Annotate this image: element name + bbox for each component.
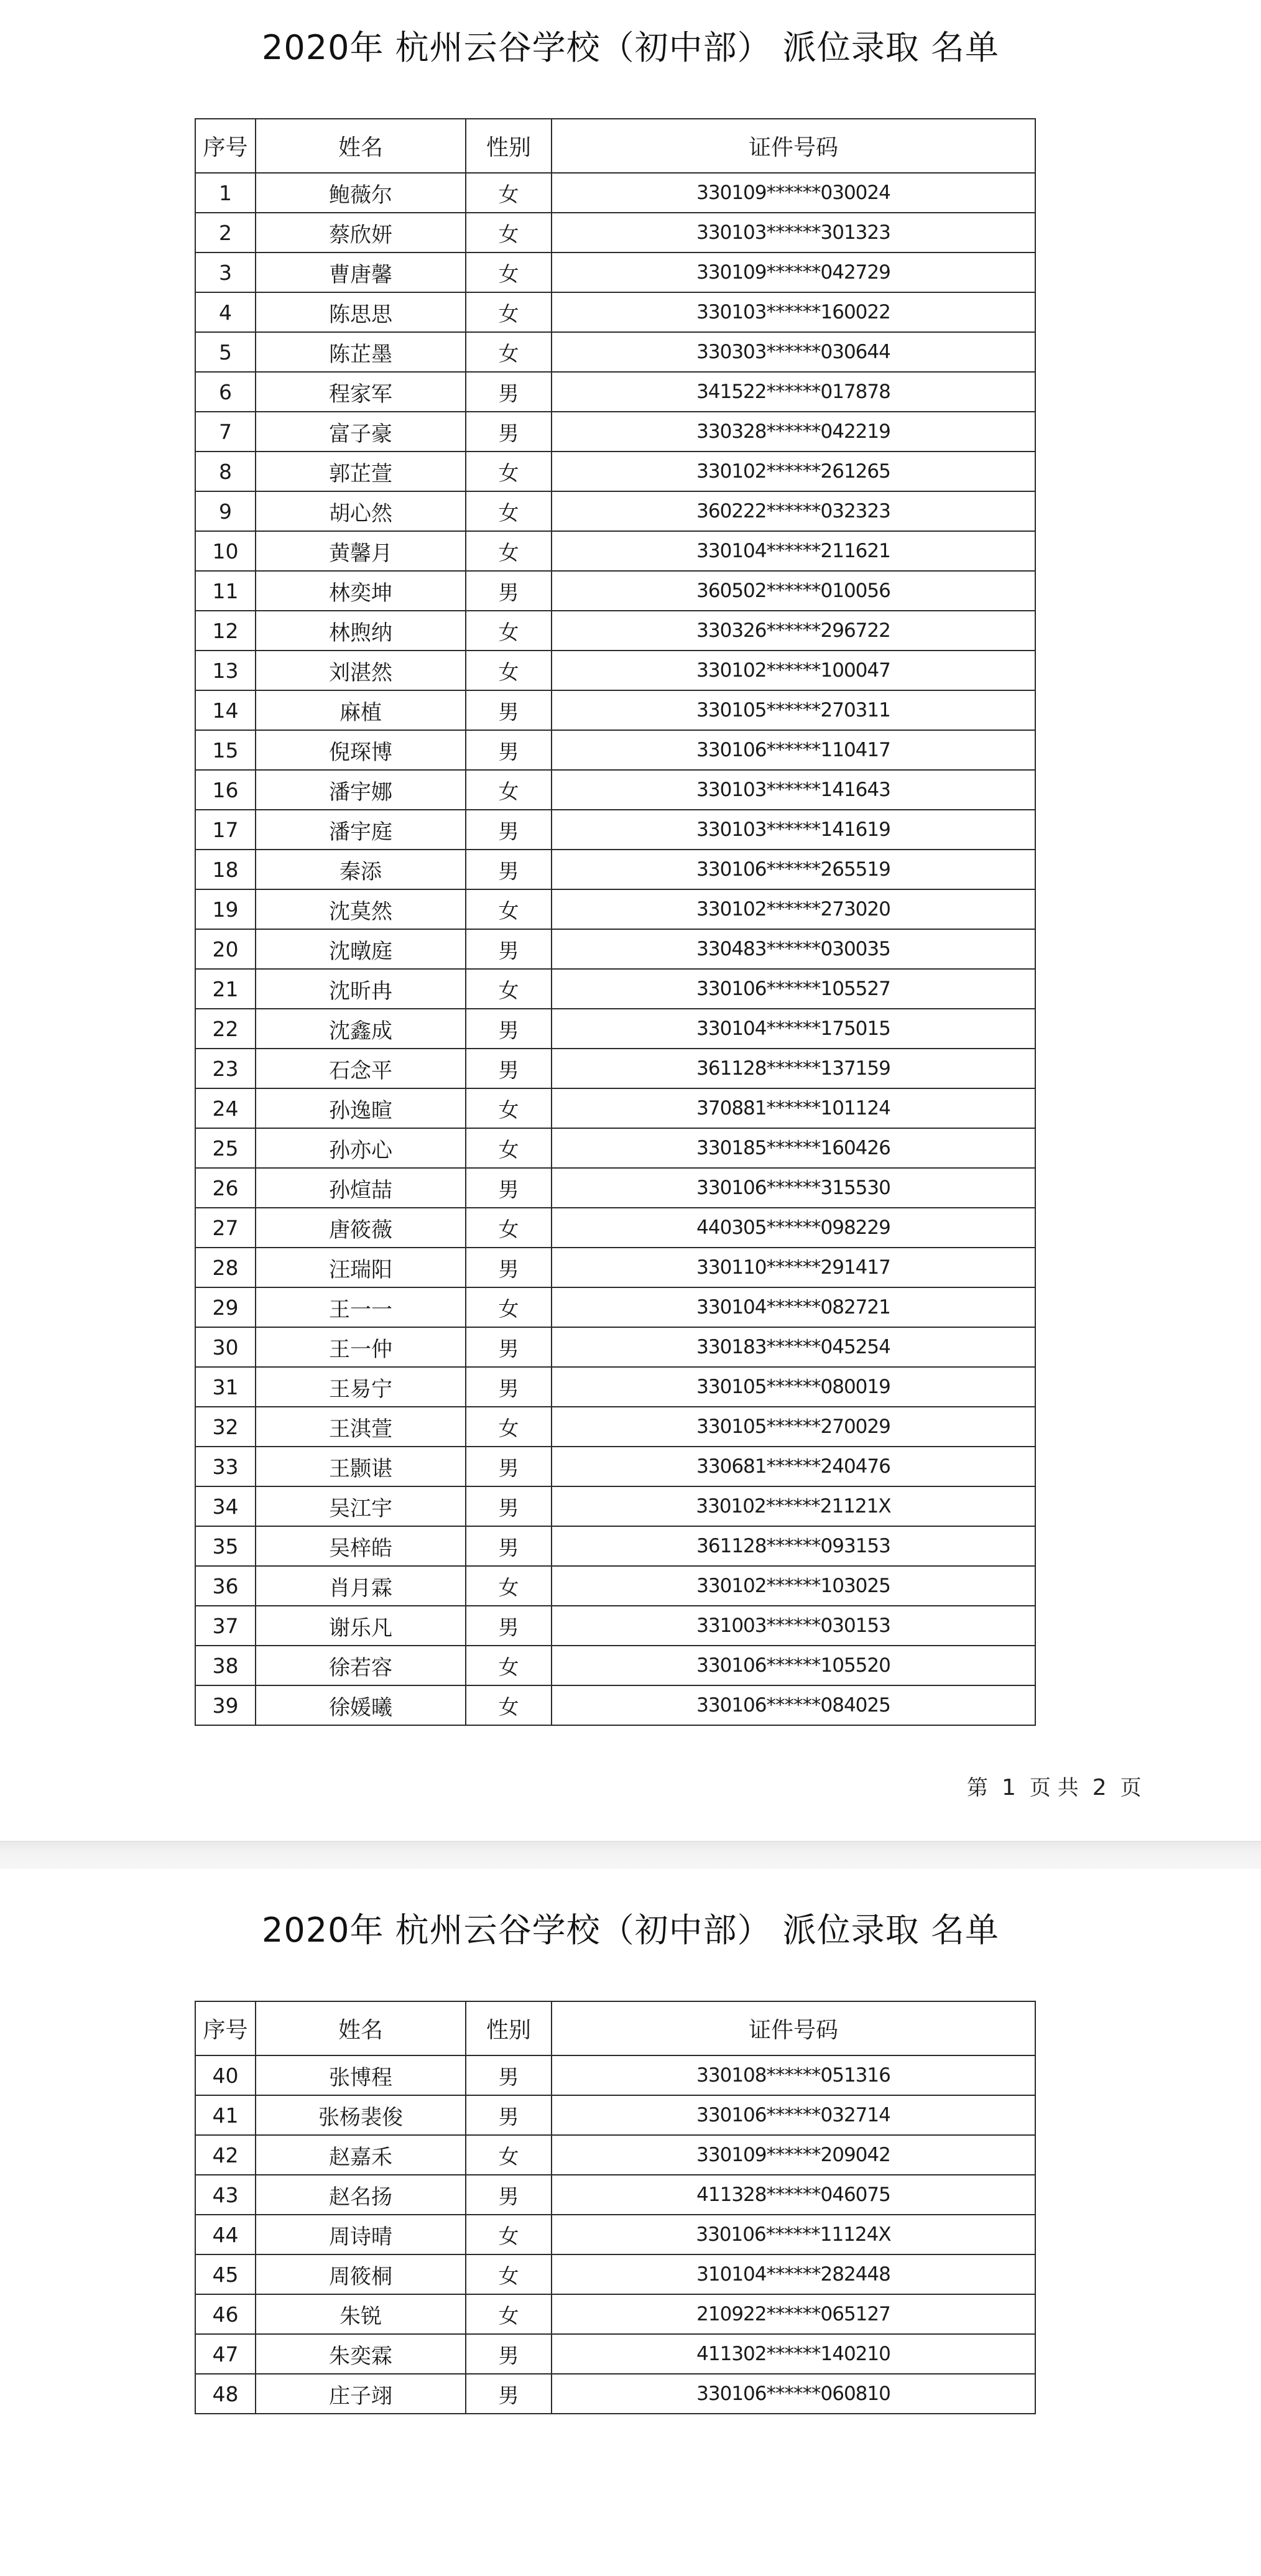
column-header-id: 证件号码	[552, 2001, 1035, 2055]
id-number: 330106******060810	[552, 2374, 1035, 2414]
row-number: 3	[195, 253, 256, 292]
column-header-number: 序号	[195, 2001, 256, 2055]
student-gender: 男	[466, 2175, 552, 2215]
table-row	[195, 929, 1035, 969]
student-gender: 女	[466, 1685, 552, 1725]
student-gender: 男	[466, 929, 552, 969]
student-gender: 男	[466, 1049, 552, 1088]
student-gender: 女	[466, 1407, 552, 1447]
table-row	[195, 1526, 1035, 1566]
table-row	[195, 770, 1035, 810]
table-row	[195, 1447, 1035, 1486]
row-number: 17	[195, 810, 256, 850]
row-number: 6	[195, 372, 256, 412]
student-name: 秦添	[256, 850, 466, 889]
page-separator	[0, 1841, 1261, 1870]
student-gender: 女	[466, 1128, 552, 1168]
student-name: 麻植	[256, 690, 466, 730]
table-row	[195, 372, 1035, 412]
student-gender: 男	[466, 2055, 552, 2095]
student-name: 赵嘉禾	[256, 2135, 466, 2175]
id-number: 330103******141643	[552, 770, 1035, 810]
student-gender: 男	[466, 1248, 552, 1287]
row-number: 15	[195, 730, 256, 770]
id-number: 331003******030153	[552, 1606, 1035, 1646]
student-gender: 女	[466, 1208, 552, 1248]
table-row	[195, 969, 1035, 1009]
column-header-number: 序号	[195, 119, 256, 173]
student-gender: 女	[466, 213, 552, 253]
row-number: 39	[195, 1685, 256, 1725]
student-gender: 男	[466, 1009, 552, 1049]
student-gender: 女	[466, 2254, 552, 2294]
table-row	[195, 1566, 1035, 1606]
student-name: 曹唐馨	[256, 253, 466, 292]
id-number: 330183******045254	[552, 1327, 1035, 1367]
row-number: 21	[195, 969, 256, 1009]
student-gender: 女	[466, 491, 552, 531]
footer-prefix: 第	[967, 1776, 988, 1800]
student-name: 陈芷墨	[256, 332, 466, 372]
row-number: 13	[195, 651, 256, 690]
student-gender: 男	[466, 1606, 552, 1646]
id-number: 330102******21121X	[552, 1486, 1035, 1526]
student-name: 朱锐	[256, 2294, 466, 2334]
student-gender: 男	[466, 2374, 552, 2414]
student-name: 周诗晴	[256, 2215, 466, 2254]
table-header-row	[195, 2001, 1035, 2055]
id-number: 330106******105520	[552, 1646, 1035, 1685]
column-header-name: 姓名	[256, 119, 466, 173]
id-number: 330103******160022	[552, 292, 1035, 332]
table-row	[195, 2254, 1035, 2294]
table-row	[195, 611, 1035, 651]
student-gender: 男	[466, 571, 552, 611]
student-name: 沈暾庭	[256, 929, 466, 969]
row-number: 43	[195, 2175, 256, 2215]
student-name: 陈思思	[256, 292, 466, 332]
student-gender: 女	[466, 651, 552, 690]
table-row	[195, 1685, 1035, 1725]
id-number: 330681******240476	[552, 1447, 1035, 1486]
student-name: 徐媛曦	[256, 1685, 466, 1725]
row-number: 37	[195, 1606, 256, 1646]
table-row	[195, 571, 1035, 611]
id-number: 330106******110417	[552, 730, 1035, 770]
table-row	[195, 412, 1035, 452]
row-number: 2	[195, 213, 256, 253]
row-number: 38	[195, 1646, 256, 1685]
table-row	[195, 730, 1035, 770]
row-number: 27	[195, 1208, 256, 1248]
row-number: 4	[195, 292, 256, 332]
student-name: 富子豪	[256, 412, 466, 452]
id-number: 330105******270029	[552, 1407, 1035, 1447]
row-number: 16	[195, 770, 256, 810]
student-gender: 男	[466, 730, 552, 770]
table-row	[195, 1208, 1035, 1248]
table-row	[195, 1168, 1035, 1208]
id-number: 330326******296722	[552, 611, 1035, 651]
id-number: 310104******282448	[552, 2254, 1035, 2294]
student-gender: 女	[466, 253, 552, 292]
student-name: 刘湛然	[256, 651, 466, 690]
page-footer	[967, 1771, 1142, 1801]
table-row	[195, 2294, 1035, 2334]
id-number: 330106******032714	[552, 2095, 1035, 2135]
table-row	[195, 2095, 1035, 2135]
student-name: 王一仲	[256, 1327, 466, 1367]
id-number: 330106******265519	[552, 850, 1035, 889]
row-number: 41	[195, 2095, 256, 2135]
student-gender: 女	[466, 611, 552, 651]
id-number: 440305******098229	[552, 1208, 1035, 1248]
student-name: 王一一	[256, 1287, 466, 1327]
student-name: 潘宇庭	[256, 810, 466, 850]
student-name: 孙煊喆	[256, 1168, 466, 1208]
id-number: 341522******017878	[552, 372, 1035, 412]
footer-current-page: 1	[1002, 1775, 1016, 1800]
row-number: 26	[195, 1168, 256, 1208]
table-row	[195, 1248, 1035, 1287]
document-page-2	[0, 1869, 1261, 2576]
student-gender: 女	[466, 2215, 552, 2254]
id-number: 361128******093153	[552, 1526, 1035, 1566]
student-name: 沈莫然	[256, 889, 466, 929]
student-name: 蔡欣妍	[256, 213, 466, 253]
row-number: 1	[195, 173, 256, 213]
row-number: 12	[195, 611, 256, 651]
row-number: 29	[195, 1287, 256, 1327]
table-row	[195, 332, 1035, 372]
table-row	[195, 2055, 1035, 2095]
table-row	[195, 1049, 1035, 1088]
student-gender: 女	[466, 173, 552, 213]
column-header-gender: 性别	[466, 119, 552, 173]
student-name: 吴梓皓	[256, 1526, 466, 1566]
student-name: 张杨裴俊	[256, 2095, 466, 2135]
student-gender: 女	[466, 969, 552, 1009]
student-name: 黄馨月	[256, 531, 466, 571]
student-name: 庄子翊	[256, 2374, 466, 2414]
row-number: 40	[195, 2055, 256, 2095]
student-gender: 女	[466, 1566, 552, 1606]
row-number: 32	[195, 1407, 256, 1447]
row-number: 9	[195, 491, 256, 531]
id-number: 330109******030024	[552, 173, 1035, 213]
id-number: 330102******261265	[552, 452, 1035, 491]
table-row	[195, 173, 1035, 213]
id-number: 360502******010056	[552, 571, 1035, 611]
id-number: 330106******315530	[552, 1168, 1035, 1208]
row-number: 45	[195, 2254, 256, 2294]
table-row	[195, 2215, 1035, 2254]
table-row	[195, 850, 1035, 889]
page-title: 2020年 杭州云谷学校（初中部） 派位录取 名单	[262, 28, 999, 67]
column-header-id: 证件号码	[552, 119, 1035, 173]
footer-total-pages: 2	[1092, 1775, 1107, 1800]
student-gender: 男	[466, 810, 552, 850]
student-name: 吴江宇	[256, 1486, 466, 1526]
table-row	[195, 531, 1035, 571]
student-name: 张博程	[256, 2055, 466, 2095]
row-number: 14	[195, 690, 256, 730]
id-number: 330104******082721	[552, 1287, 1035, 1327]
student-name: 石念平	[256, 1049, 466, 1088]
table-row	[195, 1367, 1035, 1407]
student-gender: 男	[466, 690, 552, 730]
id-number: 330110******291417	[552, 1248, 1035, 1287]
student-name: 倪琛博	[256, 730, 466, 770]
row-number: 10	[195, 531, 256, 571]
row-number: 19	[195, 889, 256, 929]
id-number: 330104******175015	[552, 1009, 1035, 1049]
student-name: 王颢谌	[256, 1447, 466, 1486]
row-number: 7	[195, 412, 256, 452]
student-name: 唐筱薇	[256, 1208, 466, 1248]
student-gender: 男	[466, 372, 552, 412]
student-name: 谢乐凡	[256, 1606, 466, 1646]
row-number: 35	[195, 1526, 256, 1566]
student-gender: 女	[466, 889, 552, 929]
table-row	[195, 1407, 1035, 1447]
id-number: 330483******030035	[552, 929, 1035, 969]
row-number: 34	[195, 1486, 256, 1526]
footer-middle: 页 共	[1029, 1776, 1079, 1800]
id-number: 330102******103025	[552, 1566, 1035, 1606]
row-number: 48	[195, 2374, 256, 2414]
table-row	[195, 651, 1035, 690]
footer-suffix: 页	[1120, 1776, 1142, 1800]
student-gender: 女	[466, 770, 552, 810]
student-name: 赵名扬	[256, 2175, 466, 2215]
table-row	[195, 1327, 1035, 1367]
student-gender: 女	[466, 1646, 552, 1685]
id-number: 330103******301323	[552, 213, 1035, 253]
row-number: 31	[195, 1367, 256, 1407]
row-number: 36	[195, 1566, 256, 1606]
table-row	[195, 810, 1035, 850]
student-gender: 女	[466, 292, 552, 332]
table-row	[195, 292, 1035, 332]
student-gender: 男	[466, 1367, 552, 1407]
column-header-gender: 性别	[466, 2001, 552, 2055]
id-number: 411302******140210	[552, 2334, 1035, 2374]
student-name: 王淇萱	[256, 1407, 466, 1447]
id-number: 210922******065127	[552, 2294, 1035, 2334]
row-number: 25	[195, 1128, 256, 1168]
student-name: 徐若容	[256, 1646, 466, 1685]
student-gender: 女	[466, 531, 552, 571]
table-row	[195, 1646, 1035, 1685]
table-row	[195, 1128, 1035, 1168]
student-gender: 女	[466, 1287, 552, 1327]
column-header-name: 姓名	[256, 2001, 466, 2055]
student-gender: 女	[466, 2135, 552, 2175]
student-name: 林奕坤	[256, 571, 466, 611]
table-row	[195, 1606, 1035, 1646]
id-number: 330104******211621	[552, 531, 1035, 571]
table-row	[195, 1088, 1035, 1128]
row-number: 46	[195, 2294, 256, 2334]
row-number: 18	[195, 850, 256, 889]
id-number: 330102******100047	[552, 651, 1035, 690]
student-gender: 男	[466, 850, 552, 889]
id-number: 330109******209042	[552, 2135, 1035, 2175]
row-number: 33	[195, 1447, 256, 1486]
table-row	[195, 452, 1035, 491]
row-number: 47	[195, 2334, 256, 2374]
id-number: 330109******042729	[552, 253, 1035, 292]
student-name: 鲍薇尔	[256, 173, 466, 213]
id-number: 330108******051316	[552, 2055, 1035, 2095]
table-row	[195, 213, 1035, 253]
student-name: 周筱桐	[256, 2254, 466, 2294]
row-number: 8	[195, 452, 256, 491]
id-number: 330105******080019	[552, 1367, 1035, 1407]
table-header-row	[195, 119, 1035, 173]
table-row	[195, 690, 1035, 730]
row-number: 22	[195, 1009, 256, 1049]
student-name: 朱奕霖	[256, 2334, 466, 2374]
id-number: 330106******084025	[552, 1685, 1035, 1725]
id-number: 330103******141619	[552, 810, 1035, 850]
row-number: 30	[195, 1327, 256, 1367]
student-name: 沈鑫成	[256, 1009, 466, 1049]
table-body	[195, 173, 1035, 1725]
row-number: 23	[195, 1049, 256, 1088]
id-number: 330185******160426	[552, 1128, 1035, 1168]
student-name: 程家军	[256, 372, 466, 412]
row-number: 24	[195, 1088, 256, 1128]
id-number: 330303******030644	[552, 332, 1035, 372]
id-number: 330106******105527	[552, 969, 1035, 1009]
row-number: 28	[195, 1248, 256, 1287]
table-row	[195, 1486, 1035, 1526]
id-number: 370881******101124	[552, 1088, 1035, 1128]
row-number: 42	[195, 2135, 256, 2175]
student-gender: 女	[466, 332, 552, 372]
student-name: 肖月霖	[256, 1566, 466, 1606]
table-row	[195, 2374, 1035, 2414]
student-gender: 男	[466, 1486, 552, 1526]
student-name: 潘宇娜	[256, 770, 466, 810]
id-number: 330106******11124X	[552, 2215, 1035, 2254]
student-gender: 男	[466, 1327, 552, 1367]
student-gender: 男	[466, 2334, 552, 2374]
student-gender: 男	[466, 1526, 552, 1566]
id-number: 361128******137159	[552, 1049, 1035, 1088]
student-name: 郭芷萱	[256, 452, 466, 491]
student-name: 孙逸暄	[256, 1088, 466, 1128]
student-name: 汪瑞阳	[256, 1248, 466, 1287]
row-number: 44	[195, 2215, 256, 2254]
id-number: 330328******042219	[552, 412, 1035, 452]
table-body	[195, 2055, 1035, 2414]
student-gender: 男	[466, 412, 552, 452]
table-row	[195, 491, 1035, 531]
student-name: 孙亦心	[256, 1128, 466, 1168]
page-title: 2020年 杭州云谷学校（初中部） 派位录取 名单	[262, 1911, 999, 1950]
table-row	[195, 1009, 1035, 1049]
table-row	[195, 2175, 1035, 2215]
table-row	[195, 2334, 1035, 2374]
student-name: 王易宁	[256, 1367, 466, 1407]
id-number: 411328******046075	[552, 2175, 1035, 2215]
row-number: 20	[195, 929, 256, 969]
row-number: 11	[195, 571, 256, 611]
id-number: 360222******032323	[552, 491, 1035, 531]
student-name: 胡心然	[256, 491, 466, 531]
admission-table	[195, 118, 1036, 1726]
table-row	[195, 889, 1035, 929]
student-gender: 女	[466, 2294, 552, 2334]
student-name: 林煦纳	[256, 611, 466, 651]
student-gender: 男	[466, 1168, 552, 1208]
id-number: 330105******270311	[552, 690, 1035, 730]
student-gender: 女	[466, 1088, 552, 1128]
id-number: 330102******273020	[552, 889, 1035, 929]
table-row	[195, 253, 1035, 292]
student-name: 沈昕冉	[256, 969, 466, 1009]
student-gender: 女	[466, 452, 552, 491]
admission-table	[195, 2001, 1036, 2414]
table-row	[195, 2135, 1035, 2175]
row-number: 5	[195, 332, 256, 372]
table-row	[195, 1287, 1035, 1327]
student-gender: 男	[466, 2095, 552, 2135]
student-gender: 男	[466, 1447, 552, 1486]
